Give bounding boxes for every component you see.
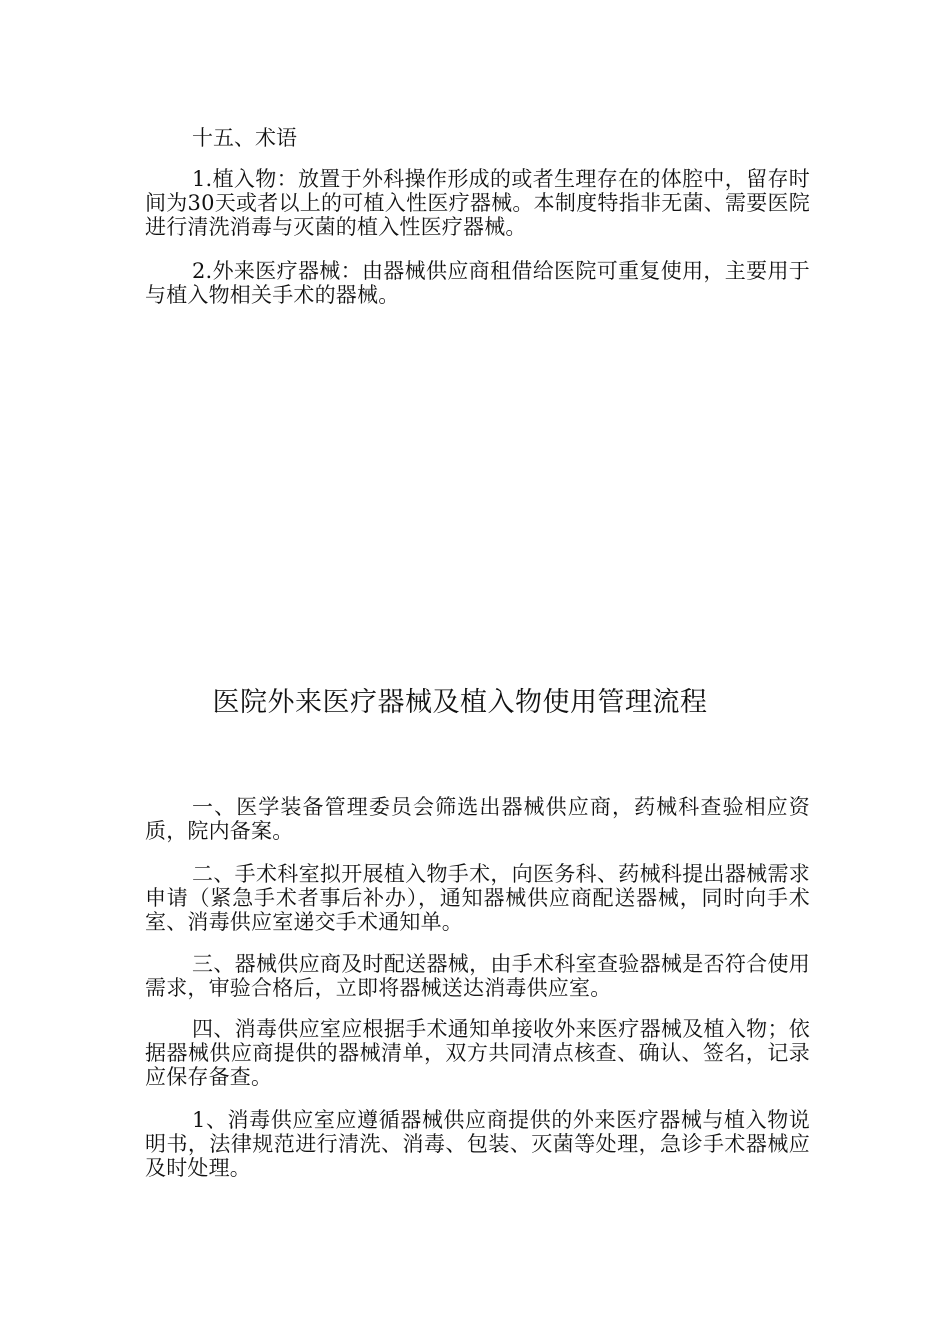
process-substep-1 — [145, 1108, 810, 1180]
document-title: 医院外来医疗器械及植入物使用管理流程 — [212, 687, 708, 718]
terminology-paragraph-2 — [145, 259, 810, 307]
paragraph-step-two: 二、手术科室拟开展植入物手术，向医务科、药械科提出器械需求申请（紧急手术者事后补办），通知器械供应商配送器械，同时向手术室、消毒供应室递交手术通知单。 — [145, 862, 810, 934]
paragraph-implant-definition: 1.植入物：放置于外科操作形成的或者生理存在的体腔中，留存时间为30天或者以上的可植入性医疗器械。本制度特指非无菌、需要医院进行清洗消毒与灭菌的植入性医疗器械。 — [145, 167, 810, 239]
paragraph-external-device-definition: 2.外来医疗器械：由器械供应商租借给医院可重复使用，主要用于与植入物相关手术的器械。 — [145, 259, 810, 307]
process-step-4 — [145, 1017, 810, 1089]
paragraph-step-four: 四、消毒供应室应根据手术通知单接收外来医疗器械及植入物；依据器械供应商提供的器械清单，双方共同清点核查、确认、签名，记录应保存备查。 — [145, 1017, 810, 1089]
process-step-3 — [145, 952, 810, 1000]
terminology-paragraph-1 — [145, 167, 810, 239]
paragraph-step-one: 一、医学装备管理委员会筛选出器械供应商，药械科查验相应资质，院内备案。 — [145, 795, 810, 843]
paragraph-step-three: 三、器械供应商及时配送器械，由手术科室查验器械是否符合使用需求，审验合格后，立即将器械送达消毒供应室。 — [145, 952, 810, 1000]
section-heading: 十五、术语 — [192, 126, 297, 150]
process-step-2 — [145, 862, 810, 934]
process-step-1 — [145, 795, 810, 843]
paragraph-substep-one: 1、消毒供应室应遵循器械供应商提供的外来医疗器械与植入物说明书，法律规范进行清洗、消毒、包装、灭菌等处理，急诊手术器械应及时处理。 — [145, 1108, 810, 1180]
terminology-section — [145, 126, 810, 150]
